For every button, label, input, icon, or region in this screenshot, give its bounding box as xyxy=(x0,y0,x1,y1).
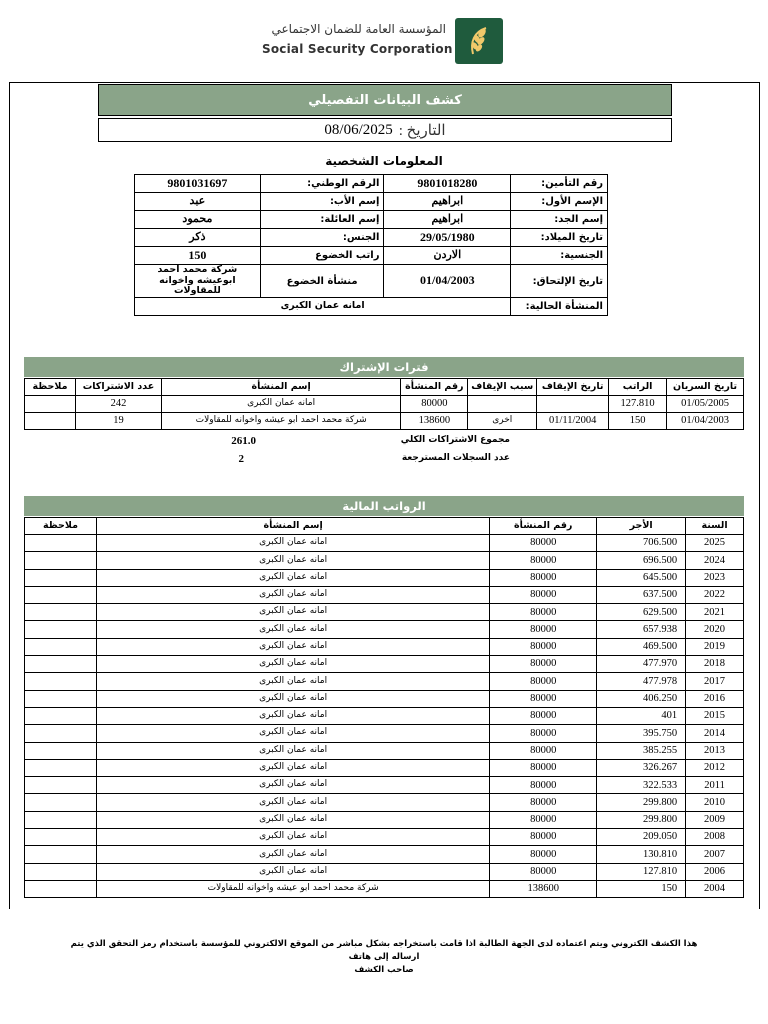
table-row xyxy=(25,621,744,638)
table-cell: امانه عمان الكبرى xyxy=(96,707,489,724)
table-cell: 696.500 xyxy=(597,552,686,569)
table-cell: 2004 xyxy=(686,880,744,897)
table-cell: 2012 xyxy=(686,759,744,776)
table-row xyxy=(135,247,608,265)
table-row xyxy=(25,863,744,880)
table-cell: 2006 xyxy=(686,863,744,880)
table-row xyxy=(135,229,608,247)
table-cell: 80000 xyxy=(490,604,597,621)
column-header: ملاحظة xyxy=(25,379,76,396)
table-cell: 80000 xyxy=(490,759,597,776)
table-cell xyxy=(537,396,609,413)
table-cell: 2013 xyxy=(686,742,744,759)
father-name-value: عبد xyxy=(135,193,261,211)
table-cell: امانه عمان الكبرى xyxy=(96,604,489,621)
table-cell xyxy=(25,673,97,690)
table-cell: 2009 xyxy=(686,811,744,828)
subscriptions-table xyxy=(24,378,744,430)
table-cell: اخرى xyxy=(468,413,537,430)
table-cell xyxy=(25,535,97,552)
total-subscriptions-value: 261.0 xyxy=(231,435,256,447)
table-cell: 2020 xyxy=(686,621,744,638)
gender-value: ذكر xyxy=(135,229,261,247)
table-cell xyxy=(25,621,97,638)
grandfather-value: ابراهيم xyxy=(384,211,511,229)
table-cell: 80000 xyxy=(490,725,597,742)
table-row xyxy=(25,707,744,724)
table-row xyxy=(25,794,744,811)
table-row xyxy=(25,811,744,828)
establishment-label: منشأة الخضوع xyxy=(260,265,384,298)
table-cell: امانه عمان الكبرى xyxy=(96,829,489,846)
table-cell xyxy=(25,413,76,430)
table-cell: 80000 xyxy=(490,829,597,846)
table-row xyxy=(25,673,744,690)
table-cell: 2011 xyxy=(686,777,744,794)
table-cell xyxy=(25,396,76,413)
page-header xyxy=(0,0,768,80)
table-cell: 80000 xyxy=(490,707,597,724)
table-cell xyxy=(25,811,97,828)
table-cell: 127.810 xyxy=(609,396,667,413)
table-cell: امانه عمان الكبرى xyxy=(96,621,489,638)
table-cell: 209.050 xyxy=(597,829,686,846)
table-cell: 150 xyxy=(609,413,667,430)
table-cell: امانه عمان الكبرى xyxy=(96,863,489,880)
table-cell: امانه عمان الكبرى xyxy=(96,656,489,673)
table-cell: 2019 xyxy=(686,638,744,655)
national-no-label: الرقم الوطني: xyxy=(260,175,384,193)
table-cell: 150 xyxy=(597,880,686,897)
table-row xyxy=(25,759,744,776)
table-cell: 629.500 xyxy=(597,604,686,621)
birth-value: 29/05/1980 xyxy=(384,229,511,247)
table-row xyxy=(25,742,744,759)
national-no-value: 9801031697 xyxy=(135,175,261,193)
table-cell xyxy=(25,656,97,673)
column-header: تاريخ السريان xyxy=(667,379,744,396)
table-cell: 80000 xyxy=(490,811,597,828)
table-row xyxy=(135,193,608,211)
table-cell: 322.533 xyxy=(597,777,686,794)
insurance-no-label: رقم التأمين: xyxy=(511,175,608,193)
table-cell: 80000 xyxy=(490,742,597,759)
establishment-value: شركة محمد احمد ابوعيشه واخوانه للمقاولات xyxy=(135,265,261,298)
footer-note xyxy=(60,938,708,976)
gender-label: الجنس: xyxy=(260,229,384,247)
column-header: عدد الاشتراكات xyxy=(76,379,162,396)
table-row xyxy=(25,638,744,655)
wheat-emblem-icon xyxy=(455,18,503,64)
table-cell: امانه عمان الكبرى xyxy=(96,586,489,603)
table-cell: 2008 xyxy=(686,829,744,846)
column-header: إسم المنشأة xyxy=(96,518,489,535)
table-cell: 80000 xyxy=(490,656,597,673)
table-cell: 406.250 xyxy=(597,690,686,707)
table-cell: 299.800 xyxy=(597,794,686,811)
table-cell: 80000 xyxy=(490,535,597,552)
join-date-value: 01/04/2003 xyxy=(384,265,511,298)
family-value: محمود xyxy=(135,211,261,229)
org-name-english: Social Security Corporation xyxy=(262,42,453,56)
table-cell: 299.800 xyxy=(597,811,686,828)
table-cell: 326.267 xyxy=(597,759,686,776)
table-cell: 637.500 xyxy=(597,586,686,603)
table-cell xyxy=(25,794,97,811)
table-cell: 80000 xyxy=(490,621,597,638)
table-cell: 477.978 xyxy=(597,673,686,690)
first-name-value: ابراهيم xyxy=(384,193,511,211)
table-cell: 2016 xyxy=(686,690,744,707)
refunded-records-value: 2 xyxy=(238,453,244,465)
table-cell: 138600 xyxy=(490,880,597,897)
table-cell xyxy=(25,638,97,655)
table-cell: 2018 xyxy=(686,656,744,673)
table-row xyxy=(135,298,608,316)
table-row xyxy=(25,690,744,707)
table-cell: 2015 xyxy=(686,707,744,724)
table-cell xyxy=(25,690,97,707)
salary-label: راتب الخضوع xyxy=(260,247,384,265)
table-cell: 80000 xyxy=(401,396,468,413)
table-row xyxy=(25,413,744,430)
report-date xyxy=(98,118,672,142)
nationality-value: الاردن xyxy=(384,247,511,265)
table-cell: 242 xyxy=(76,396,162,413)
table-cell xyxy=(25,846,97,863)
table-row xyxy=(25,846,744,863)
current-establishment-label: المنشأة الحالية: xyxy=(511,298,608,316)
table-cell: امانه عمان الكبرى xyxy=(96,777,489,794)
page-title: كشف البيانات التفصيلي xyxy=(98,84,672,116)
total-subscriptions-label: مجموع الاشتراكات الكلي xyxy=(400,435,510,445)
table-cell: 477.970 xyxy=(597,656,686,673)
column-header: سبب الإيقاف xyxy=(468,379,537,396)
column-header: إسم المنشأة xyxy=(161,379,400,396)
table-cell: 130.810 xyxy=(597,846,686,863)
table-cell: 2023 xyxy=(686,569,744,586)
family-label: إسم العائلة: xyxy=(260,211,384,229)
table-cell: امانه عمان الكبرى xyxy=(161,396,400,413)
table-cell: 80000 xyxy=(490,586,597,603)
table-cell: 385.255 xyxy=(597,742,686,759)
org-name xyxy=(262,22,453,56)
column-header: ملاحظة xyxy=(25,518,97,535)
table-cell: 401 xyxy=(597,707,686,724)
table-row xyxy=(25,586,744,603)
table-row xyxy=(135,211,608,229)
table-cell xyxy=(25,604,97,621)
table-header-row xyxy=(25,518,744,535)
table-row xyxy=(25,656,744,673)
insurance-no-value: 9801018280 xyxy=(384,175,511,193)
table-cell xyxy=(25,725,97,742)
personal-info-table xyxy=(134,174,608,316)
table-cell: 80000 xyxy=(490,569,597,586)
table-cell: 138600 xyxy=(401,413,468,430)
table-cell: 2025 xyxy=(686,535,744,552)
table-cell: امانه عمان الكبرى xyxy=(96,725,489,742)
table-row xyxy=(25,829,744,846)
table-cell: 80000 xyxy=(490,846,597,863)
table-row xyxy=(25,396,744,413)
birth-label: تاريخ الميلاد: xyxy=(511,229,608,247)
table-cell xyxy=(25,880,97,897)
salaries-body xyxy=(25,535,744,898)
table-row xyxy=(25,535,744,552)
table-cell: 2024 xyxy=(686,552,744,569)
table-row xyxy=(25,569,744,586)
table-cell: امانه عمان الكبرى xyxy=(96,673,489,690)
table-cell: امانه عمان الكبرى xyxy=(96,846,489,863)
table-row xyxy=(25,777,744,794)
table-cell: 01/05/2005 xyxy=(667,396,744,413)
table-cell: 80000 xyxy=(490,690,597,707)
table-cell: 01/04/2003 xyxy=(667,413,744,430)
subscriptions-body xyxy=(25,396,744,430)
column-header: الأجر xyxy=(597,518,686,535)
table-cell: 01/11/2004 xyxy=(537,413,609,430)
subscriptions-bar: فترات الإشتراك xyxy=(24,357,744,377)
table-cell xyxy=(468,396,537,413)
table-row xyxy=(25,725,744,742)
column-header: السنة xyxy=(686,518,744,535)
nationality-label: الجنسية: xyxy=(511,247,608,265)
table-row xyxy=(25,880,744,897)
date-label: التاريخ : xyxy=(398,122,446,139)
table-cell: 2007 xyxy=(686,846,744,863)
table-row xyxy=(25,552,744,569)
table-row xyxy=(135,175,608,193)
table-cell: 80000 xyxy=(490,794,597,811)
salaries-table xyxy=(24,517,744,898)
current-establishment-value: امانه عمان الكبرى xyxy=(135,298,511,316)
table-cell: 706.500 xyxy=(597,535,686,552)
personal-info-heading: المعلومات الشخصية xyxy=(325,154,443,168)
table-cell: 657.938 xyxy=(597,621,686,638)
table-cell: امانه عمان الكبرى xyxy=(96,638,489,655)
table-cell: امانه عمان الكبرى xyxy=(96,742,489,759)
table-cell xyxy=(25,863,97,880)
table-cell xyxy=(25,586,97,603)
table-cell: 2021 xyxy=(686,604,744,621)
table-cell: 80000 xyxy=(490,673,597,690)
table-cell: 80000 xyxy=(490,552,597,569)
table-cell: 80000 xyxy=(490,863,597,880)
table-cell: شركة محمد احمد ابو عيشه واخوانه للمقاولات xyxy=(161,413,400,430)
table-cell: 645.500 xyxy=(597,569,686,586)
table-cell: 2017 xyxy=(686,673,744,690)
table-cell: امانه عمان الكبرى xyxy=(96,535,489,552)
footer-line-2: صاحب الكشف xyxy=(354,964,414,975)
table-cell: امانه عمان الكبرى xyxy=(96,690,489,707)
table-cell xyxy=(25,569,97,586)
grandfather-label: إسم الجد: xyxy=(511,211,608,229)
table-cell: 80000 xyxy=(490,777,597,794)
table-cell: شركة محمد احمد ابو عيشه واخوانه للمقاولات xyxy=(96,880,489,897)
date-value: 08/06/2025 xyxy=(324,121,393,138)
table-cell: 395.750 xyxy=(597,725,686,742)
column-header: الراتب xyxy=(609,379,667,396)
table-cell xyxy=(25,552,97,569)
table-cell: 127.810 xyxy=(597,863,686,880)
table-cell: 2014 xyxy=(686,725,744,742)
table-cell: 19 xyxy=(76,413,162,430)
table-cell: امانه عمان الكبرى xyxy=(96,811,489,828)
column-header: تاريخ الإيقاف xyxy=(537,379,609,396)
table-cell xyxy=(25,759,97,776)
column-header: رقم المنشأة xyxy=(401,379,468,396)
table-cell xyxy=(25,777,97,794)
father-name-label: إسم الأب: xyxy=(260,193,384,211)
table-cell: امانه عمان الكبرى xyxy=(96,552,489,569)
table-cell: 2010 xyxy=(686,794,744,811)
org-name-arabic: المؤسسة العامة للضمان الاجتماعي xyxy=(271,22,446,36)
join-date-label: تاريخ الإلتحاق: xyxy=(511,265,608,298)
salary-value: 150 xyxy=(135,247,261,265)
table-cell: امانه عمان الكبرى xyxy=(96,794,489,811)
table-cell: امانه عمان الكبرى xyxy=(96,569,489,586)
footer-line-1: هذا الكشف الكتروني ويتم اعتماده لدى الجهة الطالبة اذا قامت باستخراجه بشكل مباشر من الموقع الالكتروني للمؤسسة باستخدام رمز التحقق الذي يتم ارساله إلى هاتف xyxy=(70,939,698,962)
table-cell: امانه عمان الكبرى xyxy=(96,759,489,776)
salaries-bar: الرواتب المالية xyxy=(24,496,744,516)
table-cell: 2022 xyxy=(686,586,744,603)
table-cell xyxy=(25,742,97,759)
table-cell: 469.500 xyxy=(597,638,686,655)
column-header: رقم المنشأة xyxy=(490,518,597,535)
table-row xyxy=(135,265,608,298)
table-cell xyxy=(25,829,97,846)
table-row xyxy=(25,604,744,621)
table-header-row xyxy=(25,379,744,396)
refunded-records-label: عدد السجلات المسترجعة xyxy=(401,453,510,463)
table-cell: 80000 xyxy=(490,638,597,655)
first-name-label: الإسم الأول: xyxy=(511,193,608,211)
table-cell xyxy=(25,707,97,724)
